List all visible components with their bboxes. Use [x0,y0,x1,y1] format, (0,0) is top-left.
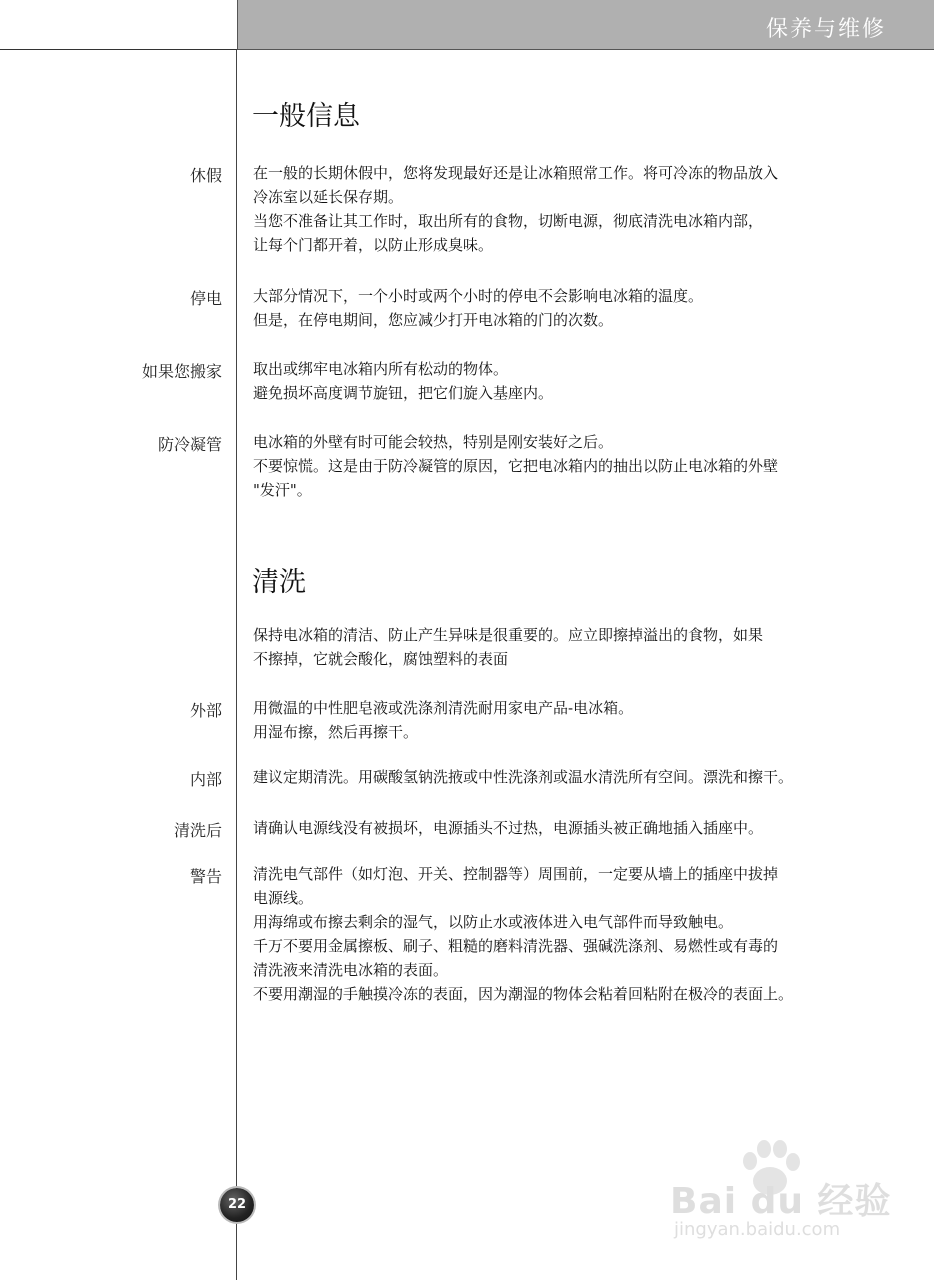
label-moving: 如果您搬家 [141,362,222,381]
paragraph-power-outage [253,284,925,332]
text-line: 保持电冰箱的清洁、防止产生异味是很重要的。应立即擦掉溢出的食物，如果 [253,626,764,644]
text-line: 不要用潮湿的手触摸冷冻的表面，因为潮湿的物体会粘着回粘附在极冷的表面上。 [253,985,794,1003]
text-line: 清洗电气部件（如灯泡、开关、控制器等）周围前，一定要从墙上的插座中拔掉 [253,865,779,883]
text-line: 电源线。 [253,889,314,907]
paragraph-exterior [253,696,925,744]
margin-divider [236,50,237,1280]
text-line: 取出或绑牢电冰箱内所有松动的物体。 [253,360,509,378]
label-vacation: 休假 [189,166,222,185]
text-line: 请确认电源线没有被损坏，电源插头不过热，电源插头被正确地插入插座中。 [253,819,764,837]
section-header-title: 保养与维修 [765,17,886,42]
paragraph-warning [253,862,925,1006]
text-line: 不擦掉，它就会酸化，腐蚀塑料的表面 [253,650,509,668]
label-warning: 警告 [189,867,222,886]
baidu-jingyan-watermark [670,1135,890,1250]
text-line: 用湿布擦，然后再擦干。 [253,723,419,741]
label-after-cleaning: 清洗后 [173,821,222,840]
paragraph-moving [253,357,925,405]
paragraph-vacation [253,161,925,257]
text-line: 用海绵或布擦去剩余的湿气，以防止水或液体进入电气部件而导致触电。 [253,913,734,931]
text-line: 避免损坏高度调节旋钮，把它们旋入基座内。 [253,384,554,402]
paragraph-anti-condensation [253,430,925,502]
watermark-brand: Bai du 经验 [670,1181,892,1222]
text-line: 冷冻室以延长保存期。 [253,188,404,206]
paragraph-cleaning-intro [253,623,925,671]
text-line: 不要惊慌。这是由于防冷凝管的原因，它把电冰箱内的抽出以防止电冰箱的外壁 [253,457,779,475]
cleaning-heading: 清洗 [252,567,306,598]
label-interior: 内部 [189,770,222,789]
watermark-url: jingyan.baidu.com [674,1219,841,1240]
header-rule [0,49,238,50]
label-power-outage: 停电 [189,289,222,308]
text-line: 在一般的长期休假中，您将发现最好还是让冰箱照常工作。将可冷冻的物品放入 [253,164,779,182]
text-line: "发汗"。 [253,481,312,499]
paragraph-interior [253,765,925,789]
text-line: 大部分情况下，一个小时或两个小时的停电不会影响电冰箱的温度。 [253,287,704,305]
page-number-badge: 22 [220,1188,254,1222]
text-line: 让每个门都开着，以防止形成臭味。 [253,236,494,254]
label-exterior: 外部 [189,701,222,720]
text-line: 电冰箱的外壁有时可能会较热，特别是刚安装好之后。 [253,433,614,451]
section-header-bar [237,0,934,50]
label-anti-condensation: 防冷凝管 [157,435,222,454]
text-line: 千万不要用金属擦板、刷子、粗糙的磨料清洗器、强碱洗涤剂、易燃性或有毒的 [253,937,779,955]
general-info-heading: 一般信息 [252,101,360,132]
paragraph-after-cleaning [253,816,925,840]
text-line: 清洗液来清洗电冰箱的表面。 [253,961,449,979]
text-line: 但是，在停电期间，您应减少打开电冰箱的门的次数。 [253,311,614,329]
text-line: 用微温的中性肥皂液或洗涤剂清洗耐用家电产品-电冰箱。 [253,699,634,717]
text-line: 建议定期清洗。用碳酸氢钠洗掖或中性洗涤剂或温水清洗所有空间。漂洗和擦干。 [253,768,794,786]
text-line: 当您不准备让其工作时，取出所有的食物，切断电源，彻底清洗电冰箱内部， [253,212,764,230]
